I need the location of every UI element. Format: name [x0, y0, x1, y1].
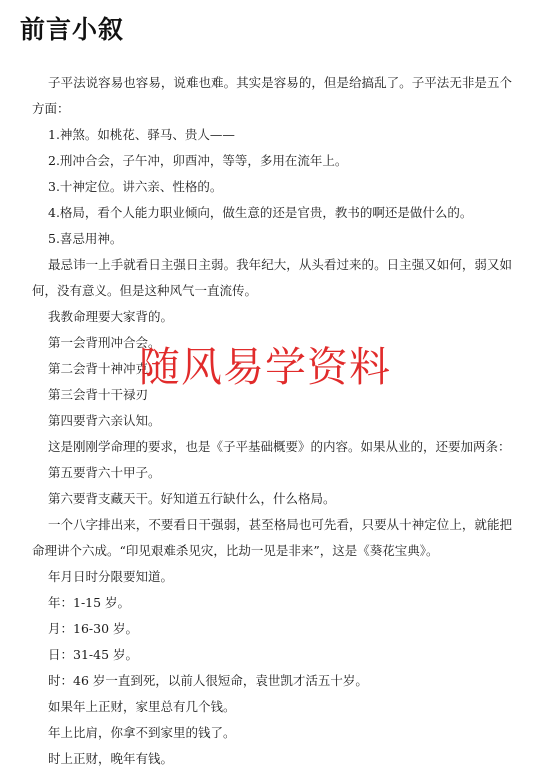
paragraph: 4.格局，看个人能力职业倾向，做生意的还是官贵，教书的啊还是做什么的。: [48, 205, 473, 220]
paragraph: 2.刑冲合会，子午冲，卯酉冲，等等，多用在流年上。: [48, 153, 348, 168]
paragraph: 年月日时分限要知道。: [48, 569, 174, 584]
paragraph: 第四要背六亲认知。: [48, 413, 161, 428]
paragraph: 时上正财，晚年有钱。: [48, 751, 174, 766]
paragraph: 第三会背十干禄刃: [48, 387, 149, 402]
paragraph: 一个八字排出来，不要看日干强弱，甚至格局也可先看，只要从十神定位上，就能把命理讲个六成。“印见艰难杀见灾，比劫一见是非来”，这是《葵花宝典》。: [32, 517, 512, 558]
paragraph: 第一会背刑冲合会。: [48, 335, 161, 350]
paragraph: 如果年上正财，家里总有几个钱。: [48, 699, 236, 714]
paragraph: 月：16-30 岁。: [48, 621, 139, 636]
paragraph: 我教命理要大家背的。: [48, 309, 174, 324]
paragraph: 1.神煞。如桃花、驿马、贵人——: [48, 127, 235, 142]
paragraph: 年：1-15 岁。: [48, 595, 131, 610]
paragraph: 3.十神定位。讲六亲、性格的。: [48, 179, 223, 194]
watermark-text: 随风易学资料: [139, 343, 391, 391]
paragraph: 日：31-45 岁。: [48, 647, 139, 662]
paragraph: 时：46 岁一直到死，以前人很短命，袁世凯才活五十岁。: [48, 673, 368, 688]
paragraph: 第二会背十神冲克: [48, 361, 149, 376]
paragraph: 第五要背六十甲子。: [48, 465, 161, 480]
paragraph: 子平法说容易也容易，说难也难。其实是容易的，但是给搞乱了。子平法无非是五个方面：: [32, 75, 512, 116]
page-title: 前言小叙: [20, 15, 125, 44]
paragraph: 这是刚刚学命理的要求，也是《子平基础概要》的内容。如果从业的，还要加两条：: [48, 439, 511, 454]
paragraph: 最忌讳一上手就看日主强日主弱。我年纪大，从头看过来的。日主强又如何，弱又如何，没有意义。但是这种风气一直流传。: [32, 257, 512, 298]
document-body: [32, 70, 512, 772]
paragraph: 第六要背支藏天干。好知道五行缺什么，什么格局。: [48, 491, 336, 506]
paragraph: 5.喜忌用神。: [48, 231, 123, 246]
paragraph: 年上比肩，你拿不到家里的钱了。: [48, 725, 236, 740]
